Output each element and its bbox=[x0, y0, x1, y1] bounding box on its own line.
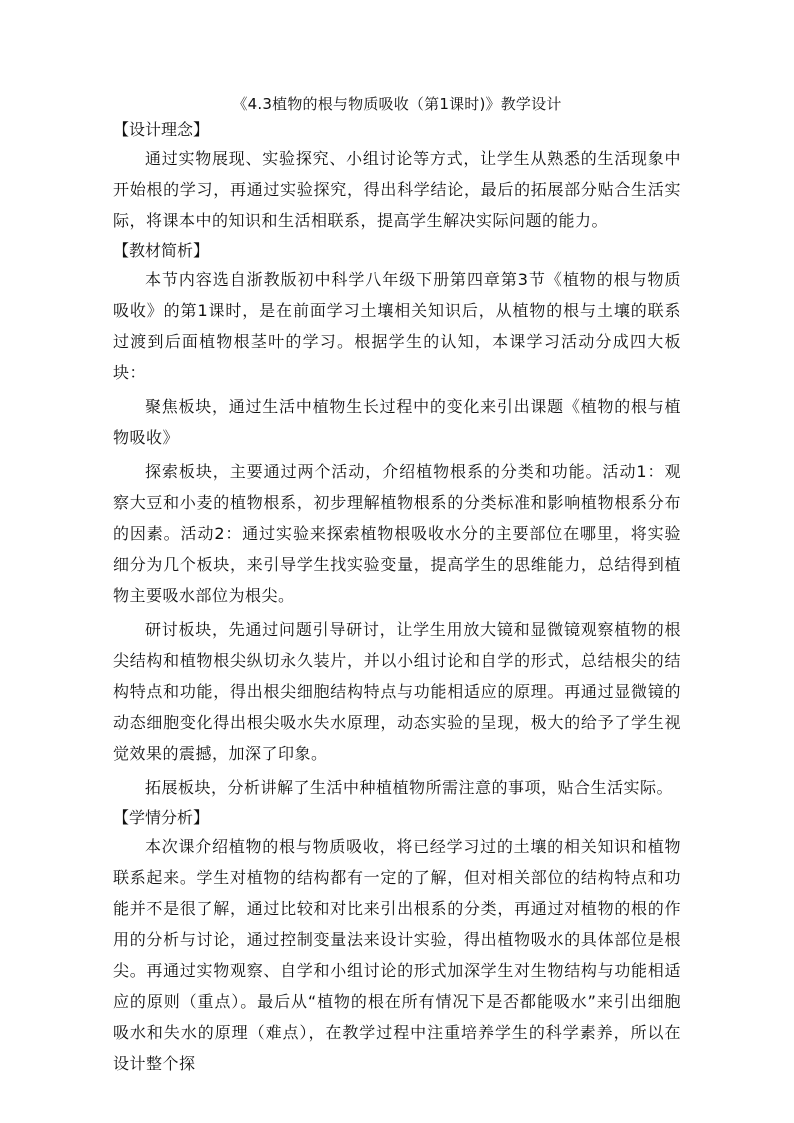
section-heading: 【设计理念】 bbox=[113, 120, 210, 139]
document-body bbox=[113, 93, 681, 1079]
paragraph: 聚焦板块，通过生活中植物生长过程中的变化来引出课题《植物的根与植物吸收》 bbox=[113, 397, 681, 447]
section-design-concept bbox=[113, 117, 681, 236]
section-heading: 【教材简析】 bbox=[113, 241, 210, 260]
section-learner-analysis bbox=[113, 805, 681, 1079]
paragraph: 本节内容选自浙教版初中科学八年级下册第四章第3节《植物的根与物质吸收》的第1课时，是在前面学习土壤相关知识后，从植物的根与土壤的联系过渡到后面植物根茎叶的学习。根据学生的认知，本课学习活动分成四大板块： bbox=[113, 270, 681, 382]
paragraph: 探索板块，主要通过两个活动，介绍植物根系的分类和功能。活动1：观察大豆和小麦的植物根系，初步理解植物根系的分类标准和影响植物根系分布的因素。活动2：通过实验来探索植物根吸收水分的主要部位在哪里，将实验细分为几个板块，来引导学生找实验变量，提高学生的思维能力，总结得到植物主要吸水部位为根尖。 bbox=[113, 462, 681, 605]
section-material-analysis bbox=[113, 238, 681, 803]
paragraph: 本次课介绍植物的根与物质吸收，将已经学习过的土壤的相关知识和植物联系起来。学生对植物的结构都有一定的了解，但对相关部位的结构特点和功能并不是很了解，通过比较和对比来引出根系的分类，再通过对植物的根的作用的分析与讨论，通过控制变量法来设计实验，得出植物吸水的具体部位是根尖。再通过实物观察、自学和小组讨论的形式加深学生对生物结构与功能相适应的原则（重点）。最后从“植物的根在所有情况下是否都能吸水”来引出细胞吸水和失水的原理（难点），在教学过程中注重培养学生的科学素养，所以在设计整个探 bbox=[113, 837, 681, 1073]
document-title: 《4.3植物的根与物质吸收（第1课时)》教学设计 bbox=[232, 95, 562, 113]
paragraph: 通过实物展现、实验探究、小组讨论等方式，让学生从熟悉的生活现象中开始根的学习，再通过实验探究，得出科学结论，最后的拓展部分贴合生活实际，将课本中的知识和生活相联系，提高学生解决实际问题的能力。 bbox=[113, 149, 681, 230]
paragraph: 研讨板块，先通过问题引导研讨，让学生用放大镜和显微镜观察植物的根尖结构和植物根尖纵切永久装片，并以小组讨论和自学的形式，总结根尖的结构特点和功能，得出根尖细胞结构特点与功能相适应的原理。再通过显微镜的动态细胞变化得出根尖吸水失水原理，动态实验的呈现，极大的给予了学生视觉效果的震撼，加深了印象。 bbox=[113, 620, 681, 763]
paragraph: 拓展板块，分析讲解了生活中种植植物所需注意的事项，贴合生活实际。 bbox=[145, 778, 674, 797]
section-heading: 【学情分析】 bbox=[113, 808, 210, 827]
